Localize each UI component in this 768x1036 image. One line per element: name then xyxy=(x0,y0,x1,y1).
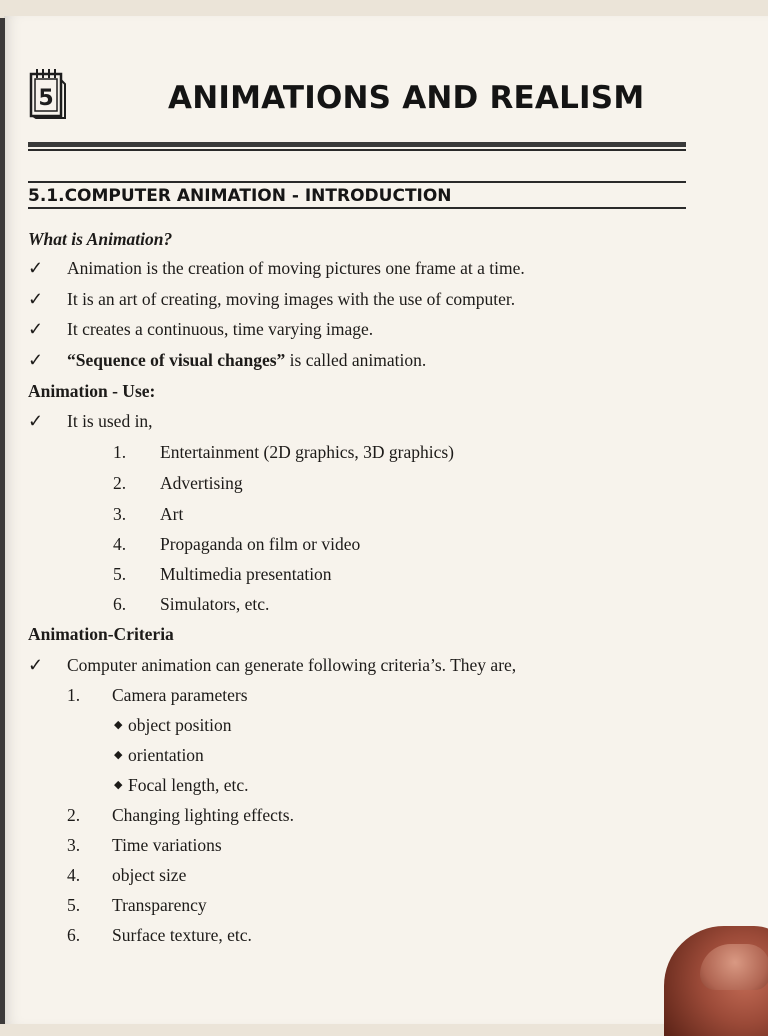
diamond-bullet-icon: ◆ xyxy=(114,749,123,761)
definition-point: Animation is the creation of moving pictures one frame at a time. xyxy=(67,258,525,278)
criteria-sub-item: Focal length, etc. xyxy=(128,775,249,795)
use-intro: It is used in, xyxy=(67,411,153,431)
criteria-item: Time variations xyxy=(112,835,222,855)
list-number: 6. xyxy=(67,925,81,945)
definition-point: It is an art of creating, moving images with the use of computer. xyxy=(67,289,516,309)
list-number: 1. xyxy=(113,442,127,462)
use-item: Propaganda on film or video xyxy=(160,534,361,554)
criteria-intro: Computer animation can generate following criteria’s. They are, xyxy=(67,655,517,675)
list-number: 2. xyxy=(67,805,81,825)
title-underline xyxy=(28,142,686,147)
page-binding-edge xyxy=(0,18,5,1024)
list-number: 5. xyxy=(67,895,81,915)
list-number: 4. xyxy=(67,865,81,885)
criteria-heading: Animation-Criteria xyxy=(28,624,174,644)
use-item: Advertising xyxy=(160,473,243,493)
definition-point: It creates a continuous, time varying image. xyxy=(67,319,374,339)
chapter-title: ANIMATIONS AND REALISM xyxy=(168,80,645,116)
list-number: 3. xyxy=(67,835,81,855)
diamond-bullet-icon: ◆ xyxy=(114,779,123,791)
list-number: 1. xyxy=(67,685,81,705)
use-item: Multimedia presentation xyxy=(160,564,332,584)
definition-text: is called animation. xyxy=(285,350,427,370)
check-icon: ✓ xyxy=(28,350,44,370)
check-icon: ✓ xyxy=(28,411,44,431)
chapter-number: 5 xyxy=(38,86,54,111)
criteria-item: Camera parameters xyxy=(112,685,248,705)
use-item: Simulators, etc. xyxy=(160,594,270,614)
definition-point xyxy=(67,349,426,371)
use-item: Entertainment (2D graphics, 3D graphics) xyxy=(160,442,455,462)
diamond-bullet-icon: ◆ xyxy=(114,719,123,731)
use-heading: Animation - Use: xyxy=(28,381,156,401)
what-is-heading: What is Animation? xyxy=(28,229,173,249)
fingernail xyxy=(700,944,768,990)
check-icon: ✓ xyxy=(28,258,44,278)
list-number: 2. xyxy=(113,473,127,493)
criteria-item: Transparency xyxy=(112,895,207,915)
check-icon: ✓ xyxy=(28,655,44,675)
criteria-item: object size xyxy=(112,865,187,885)
list-number: 3. xyxy=(113,504,127,524)
check-icon: ✓ xyxy=(28,289,44,309)
chapter-number-badge xyxy=(28,66,66,120)
emphasis-text: “Sequence of visual changes” xyxy=(67,350,286,370)
list-number: 4. xyxy=(113,534,127,554)
criteria-sub-item: orientation xyxy=(128,745,204,765)
section-rule-bottom xyxy=(28,207,686,209)
check-icon: ✓ xyxy=(28,319,44,339)
title-underline-thin xyxy=(28,149,686,151)
list-number: 5. xyxy=(113,564,127,584)
use-item: Art xyxy=(160,504,184,524)
criteria-item: Changing lighting effects. xyxy=(112,805,294,825)
section-heading: 5.1.COMPUTER ANIMATION - INTRODUCTION xyxy=(28,186,452,206)
criteria-item: Surface texture, etc. xyxy=(112,925,252,945)
list-number: 6. xyxy=(113,594,127,614)
criteria-sub-item: object position xyxy=(128,715,232,735)
section-rule-top xyxy=(28,181,686,183)
